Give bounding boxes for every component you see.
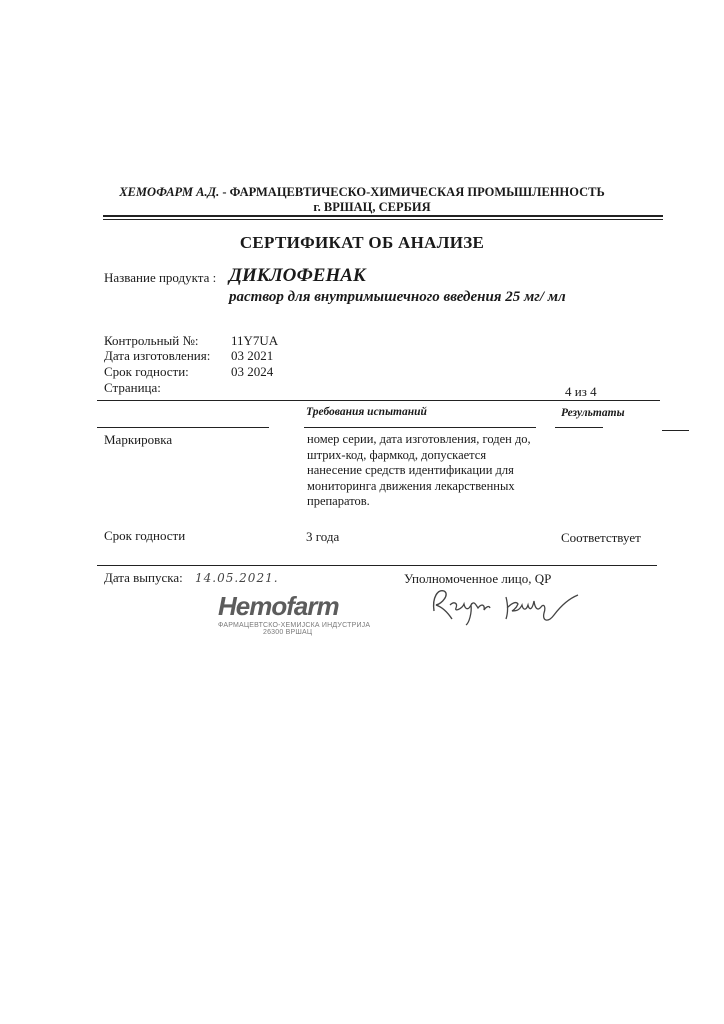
company-location: г. ВРШАЦ, СЕРБИЯ <box>313 200 431 214</box>
release-date-value: 14.05.2021. <box>195 571 279 585</box>
table-bottom-rule <box>97 565 657 566</box>
page-value: 4 из 4 <box>565 384 597 399</box>
qp-signature <box>428 583 588 628</box>
product-label: Название продукта : <box>104 270 217 285</box>
company-stamp <box>218 591 378 649</box>
table-header-rule-left <box>97 427 269 428</box>
control-number-value: 11Y7UA <box>231 333 279 348</box>
stamp-line: ФАРМАЦЕВТСКО-ХЕМИЈСКА ИНДУСТРИЈА <box>218 622 371 629</box>
table-header-rule-middle <box>304 427 536 428</box>
release-date-label: Дата выпуска: <box>104 570 183 585</box>
table-header-rule-results <box>555 427 603 428</box>
result-shelf-life: Соответствует <box>561 530 641 545</box>
expiry-date-value: 03 2024 <box>231 364 274 379</box>
details-rule <box>97 400 660 401</box>
company-header <box>0 185 724 200</box>
control-number-label: Контрольный №: <box>104 333 199 348</box>
results-column-header: Результаты <box>561 407 625 419</box>
test-name-labeling: Маркировка <box>104 432 173 447</box>
product-form: раствор для внутримышечного введения 25 мг/ мл <box>229 289 566 305</box>
product-name: ДИКЛОФЕНАК <box>229 265 366 286</box>
stamp-brand: Hemofarm <box>218 591 339 621</box>
requirements-column-header: Требования испытаний <box>306 406 427 418</box>
expiry-date-label: Срок годности: <box>104 364 189 379</box>
qualified-person-label: Уполномоченное лицо, QP <box>404 571 552 586</box>
company-name: ХЕМОФАРМ А.Д. <box>119 185 220 199</box>
header-rule-bottom <box>103 219 663 220</box>
company-description: - ФАРМАЦЕВТИЧЕСКО-ХИМИЧЕСКАЯ ПРОМЫШЛЕННОСТЬ <box>219 185 605 199</box>
header-rule-top <box>103 215 663 217</box>
manufacture-date-value: 03 2021 <box>231 348 274 363</box>
document-title: СЕРТИФИКАТ ОБ АНАЛИЗЕ <box>239 233 485 252</box>
requirement-labeling: номер серии, дата изготовления, годен до, штрих-код, фармкод, допускается нанесение средств идентификации для мониторинга движения лекарственных препаратов. <box>307 432 531 508</box>
table-header-rule-right <box>662 430 689 431</box>
stamp-city: 26300 ВРШАЦ <box>263 629 313 636</box>
manufacture-date-label: Дата изготовления: <box>104 348 211 363</box>
requirement-shelf-life: 3 года <box>306 529 340 544</box>
page-label: Страница: <box>104 380 161 395</box>
test-name-shelf-life: Срок годности <box>104 528 186 543</box>
